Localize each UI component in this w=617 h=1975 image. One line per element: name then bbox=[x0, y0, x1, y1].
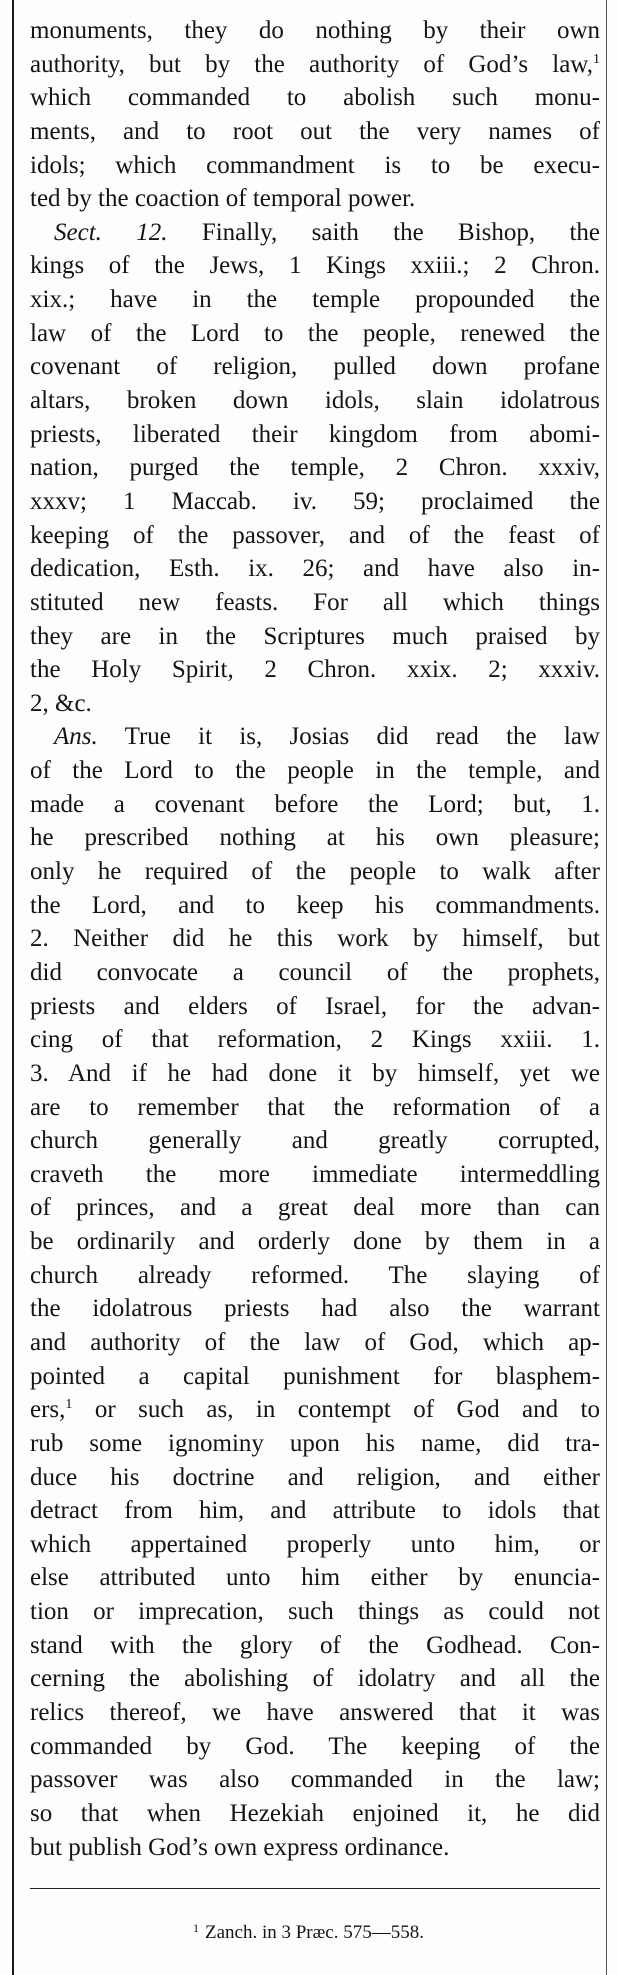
text-line: priests and elders of Israel, for the advan- bbox=[30, 992, 600, 1020]
text-line: only he required of the people to walk after bbox=[30, 858, 600, 886]
text-line: stand with the glory of the Godhead. Con- bbox=[30, 1631, 600, 1659]
text-line: cing of that reformation, 2 Kings xxiii. 1. bbox=[30, 1026, 600, 1054]
footnote-marker: 1 bbox=[593, 51, 600, 67]
footnote-rule bbox=[30, 1888, 600, 1889]
text-line: the idolatrous priests had also the warrant bbox=[30, 1295, 600, 1323]
text-line: kings of the Jews, 1 Kings xxiii.; 2 Chron. bbox=[30, 252, 600, 280]
body-text bbox=[30, 14, 600, 1864]
footnote-number: 1 bbox=[192, 1921, 199, 1935]
text-line: altars, broken down idols, slain idolatrous bbox=[30, 387, 600, 415]
text-line: are to remember that the reformation of a bbox=[30, 1093, 600, 1121]
answer-label: Ans. bbox=[54, 723, 98, 751]
text-line: relics thereof, we have answered that it was bbox=[30, 1699, 600, 1727]
text-line: monuments, they do nothing by their own bbox=[30, 17, 600, 44]
text-line: priests, liberated their kingdom from abomi- bbox=[30, 420, 600, 448]
text-line: duce his doctrine and religion, and either bbox=[30, 1463, 600, 1491]
text-line: the Lord, and to keep his commandments. bbox=[30, 891, 600, 919]
text-line: of the Lord to the people in the temple, and bbox=[30, 757, 600, 785]
text-line: of princes, and a great deal more than can bbox=[30, 1194, 600, 1222]
answer-heading-line: Ans. True it is, Josias did read the law bbox=[54, 723, 600, 751]
section-heading-line: Sect. 12. Finally, saith the Bishop, the bbox=[54, 218, 600, 246]
text-line: 2, &c. bbox=[30, 689, 92, 717]
text-line: he prescribed nothing at his own pleasure; bbox=[30, 824, 600, 852]
text-line: be ordinarily and orderly done by them in a bbox=[30, 1228, 600, 1256]
section-label: Sect. 12. bbox=[54, 218, 168, 246]
text-line: else attributed unto him either by enuncia- bbox=[30, 1564, 600, 1592]
right-margin-rule bbox=[606, 0, 607, 1975]
text-line: 3. And if he had done it by himself, yet we bbox=[30, 1059, 600, 1087]
text-line: 2. Neither did he this work by himself, but bbox=[30, 925, 600, 953]
text-line: pointed a capital punishment for blasphem- bbox=[30, 1362, 600, 1390]
footnote-marker: 1 bbox=[65, 1397, 73, 1413]
text-line: church generally and greatly corrupted, bbox=[30, 1127, 600, 1155]
text-line: ers,$^1$ or such as, in contempt of God and to bbox=[30, 1396, 600, 1424]
text-line: tion or imprecation, such things as could not bbox=[30, 1598, 600, 1626]
text-line: and authority of the law of God, which ap- bbox=[30, 1328, 600, 1356]
text-line: made a covenant before the Lord; but, 1. bbox=[30, 790, 600, 818]
text-line: which commanded to abolish such monu- bbox=[30, 84, 600, 112]
text-line: idols; which commandment is to be execu- bbox=[30, 151, 600, 179]
text-line: but publish God’s own express ordinance. bbox=[30, 1833, 450, 1861]
text-line: church already reformed. The slaying of bbox=[30, 1261, 600, 1289]
text-line: nation, purged the temple, 2 Chron. xxxiv, bbox=[30, 454, 600, 482]
text-line: dedication, Esth. ix. 26; and have also in- bbox=[30, 555, 600, 583]
text-line: commanded by God. The keeping of the bbox=[30, 1732, 600, 1760]
text-line: rub some ignominy upon his name, did tra- bbox=[30, 1429, 600, 1457]
text-line: keeping of the passover, and of the feast of bbox=[30, 521, 600, 549]
text-line: authority, but by the authority of God’s law,$^1$ bbox=[30, 50, 600, 78]
text-line: the Holy Spirit, 2 Chron. xxix. 2; xxxiv. bbox=[30, 656, 600, 684]
text-line: detract from him, and attribute to idols that bbox=[30, 1497, 600, 1525]
footnote-text: Zanch. in 3 Præc. 575—558. bbox=[204, 1922, 424, 1943]
text-line: law of the Lord to the people, renewed the bbox=[30, 319, 600, 347]
text-line: cerning the abolishing of idolatry and all the bbox=[30, 1665, 600, 1693]
text-line: ments, and to root out the very names of bbox=[30, 117, 600, 145]
text-line: craveth the more immediate intermeddling bbox=[30, 1160, 600, 1188]
text-line: which appertained properly unto him, or bbox=[30, 1530, 600, 1558]
left-margin-rule bbox=[12, 0, 14, 1975]
text-line: did convocate a council of the prophets, bbox=[30, 958, 600, 986]
text-line: passover was also commanded in the law; bbox=[30, 1766, 600, 1794]
text-line: xix.; have in the temple propounded the bbox=[30, 286, 600, 314]
text-line: so that when Hezekiah enjoined it, he did bbox=[30, 1799, 600, 1827]
text-line: covenant of religion, pulled down profane bbox=[30, 353, 600, 381]
text-line: xxxv; 1 Maccab. iv. 59; proclaimed the bbox=[30, 487, 600, 515]
text-line: they are in the Scriptures much praised by bbox=[30, 622, 600, 650]
text-line: ted by the coaction of temporal power. bbox=[30, 185, 416, 213]
footnote bbox=[0, 1922, 617, 1944]
text-line: stituted new feasts. For all which things bbox=[30, 588, 600, 616]
